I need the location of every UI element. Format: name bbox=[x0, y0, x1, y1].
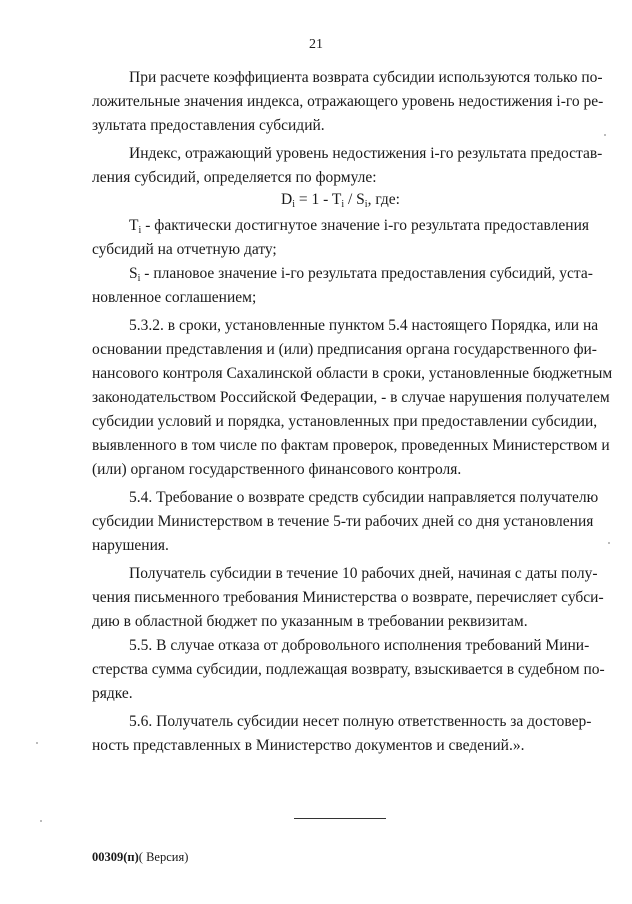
paragraph-line: ность представленных в Министерство документов и сведений.». bbox=[92, 737, 525, 754]
paragraph-line: субсидии Министерством в течение 5-ти рабочих дней со дня установления bbox=[92, 513, 594, 530]
formula-subscript: i bbox=[364, 199, 368, 210]
document-code bbox=[92, 850, 188, 864]
paragraph-line: основании представления и (или) предписания органа государственного фи- bbox=[92, 341, 597, 358]
paragraph-line: ложительные значения индекса, отражающего уровень недостижения i-го ре- bbox=[92, 93, 604, 110]
formula bbox=[92, 188, 589, 212]
document-code-number: 00309(п) bbox=[92, 850, 139, 864]
definition-s bbox=[129, 262, 593, 286]
paragraph-line: ления субсидий, определяется по формуле: bbox=[92, 169, 377, 186]
paragraph-line: новленное соглашением; bbox=[92, 289, 257, 306]
formula-subscript: i bbox=[341, 199, 345, 210]
paragraph-line: 5.3.2. в сроки, установленные пунктом 5.4 настоящего Порядка, или на bbox=[129, 317, 599, 334]
definition-text: - фактически достигнутое значение i-го результата предоставления bbox=[141, 217, 589, 234]
paragraph-line: субсидии условий и порядка, установленных при предоставлении субсидии, bbox=[92, 413, 598, 430]
definition-text: - плановое значение i-го результата предоставления субсидий, уста- bbox=[140, 265, 593, 282]
formula-part: D bbox=[281, 191, 293, 208]
paragraph-line: (или) органом государственного финансового контроля. bbox=[92, 461, 462, 478]
scan-speck bbox=[36, 742, 38, 744]
paragraph-line: нансового контроля Сахалинской области в сроки, установленные бюджетным bbox=[92, 365, 613, 382]
formula-subscript: i bbox=[292, 199, 295, 210]
page-number: 21 bbox=[309, 37, 323, 52]
formula-part: , где: bbox=[367, 191, 400, 208]
paragraph-line: При расчете коэффициента возврата субсидии используются только по- bbox=[129, 69, 603, 86]
definition-subscript: i bbox=[137, 273, 141, 284]
document-version: ( Версия) bbox=[138, 850, 189, 864]
definition-symbol: T bbox=[129, 217, 139, 234]
paragraph-line: выявленного в том числе по фактам проверок, проведенных Министерством и bbox=[92, 437, 610, 454]
formula-part: / S bbox=[344, 191, 365, 208]
paragraph-line: 5.4. Требование о возврате средств субсидии направляется получателю bbox=[129, 489, 599, 506]
paragraph-line: 5.5. В случае отказа от добровольного исполнения требований Мини- bbox=[129, 637, 590, 654]
paragraph-line: Индекс, отражающий уровень недостижения i-го результата предостав- bbox=[129, 145, 603, 162]
paragraph-line: чения письменного требования Министерства о возврате, перечисляет субси- bbox=[92, 589, 604, 606]
formula-part: = 1 - T bbox=[294, 191, 342, 208]
paragraph-line: субсидий на отчетную дату; bbox=[92, 241, 277, 258]
footer-divider bbox=[294, 818, 386, 819]
definition-symbol: S bbox=[129, 265, 138, 282]
paragraph-line: стерства сумма субсидии, подлежащая возврату, взыскивается в судебном по- bbox=[92, 661, 605, 678]
paragraph-line: законодательством Российской Федерации, - в случае нарушения получателем bbox=[92, 389, 610, 406]
scan-speck bbox=[40, 820, 42, 822]
paragraph-line: Получатель субсидии в течение 10 рабочих дней, начиная с даты полу- bbox=[129, 565, 598, 582]
scan-speck bbox=[608, 542, 610, 544]
paragraph-line: нарушения. bbox=[92, 537, 169, 554]
definition-subscript: i bbox=[138, 225, 142, 236]
scan-speck bbox=[604, 134, 606, 136]
paragraph-line: дию в областной бюджет по указанным в требовании реквизитам. bbox=[92, 613, 528, 630]
paragraph-line: зультата предоставления субсидий. bbox=[92, 117, 325, 134]
definition-t bbox=[129, 214, 589, 238]
paragraph-line: 5.6. Получатель субсидии несет полную ответственность за достовер- bbox=[129, 713, 592, 730]
paragraph-line: рядке. bbox=[92, 685, 133, 702]
